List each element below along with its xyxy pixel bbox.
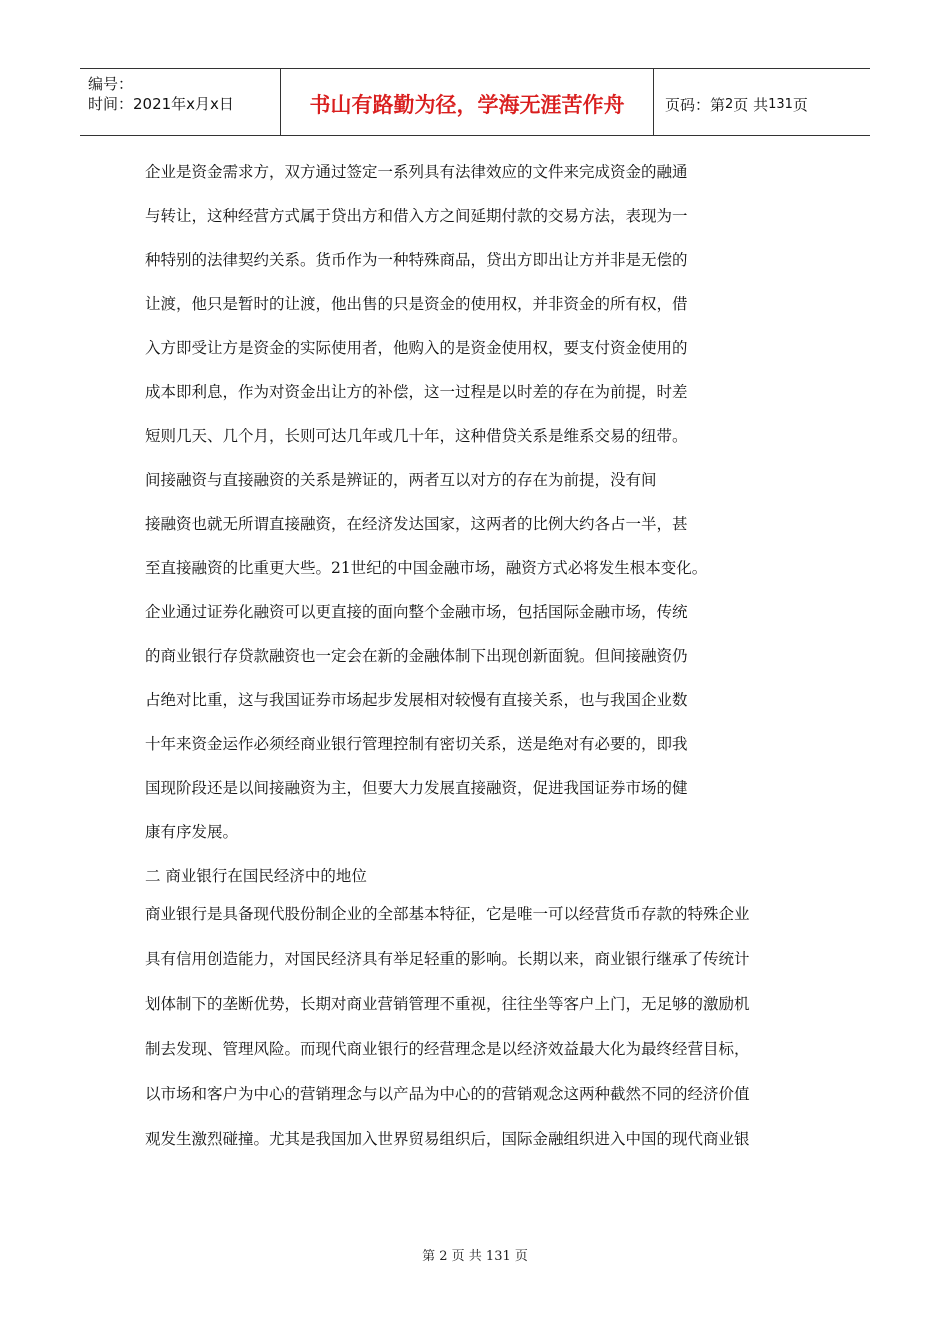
page-middle: 页 共 xyxy=(733,95,769,114)
page-header xyxy=(80,68,870,136)
text-line: 的商业银行存贷款融资也一定会在新的金融体制下出现创新面貌。但间接融资仍 xyxy=(145,647,688,665)
page-current: 2 xyxy=(725,96,734,112)
page-prefix: 页码：第 xyxy=(665,95,726,114)
page-total: 131 xyxy=(768,96,793,112)
text-line: 入方即受让方是资金的实际使用者，他购入的是资金使用权，要支付资金使用的 xyxy=(145,339,688,357)
text-line: 让渡，他只是暂时的让渡，他出售的只是资金的使用权，并非资金的所有权，借 xyxy=(145,295,688,313)
document-body xyxy=(145,152,825,1164)
text-line: 制去发现、管理风险。而现代商业银行的经营理念是以经济效益最大化为最终经营目标， xyxy=(145,1040,750,1058)
header-meta-cell xyxy=(80,69,281,135)
paragraph-block-2 xyxy=(145,894,825,1164)
text-line: 种特别的法律契约关系。货币作为一种特殊商品，贷出方即出让方并非是无偿的 xyxy=(145,251,688,269)
section-heading: 二 商业银行在国民经济中的地位 xyxy=(145,867,367,885)
text-line: 企业通过证券化融资可以更直接的面向整个金融市场，包括国际金融市场，传统 xyxy=(145,603,688,621)
text-line: 接融资也就无所谓直接融资，在经济发达国家，这两者的比例大约各占一半，甚 xyxy=(145,515,688,533)
motto-text: 书山有路勤为径，学海无涯苦作舟 xyxy=(309,93,625,117)
text-line: 至直接融资的比重更大些。21世纪的中国金融市场，融资方式必将发生根本变化。 xyxy=(145,559,708,577)
text-line: 具有信用创造能力，对国民经济具有举足轻重的影响。长期以来，商业银行继承了传统计 xyxy=(145,950,750,968)
text-line: 商业银行是具备现代股份制企业的全部基本特征，它是唯一可以经营货币存款的特殊企业 xyxy=(145,905,750,923)
text-line: 康有序发展。 xyxy=(145,823,239,841)
text-line: 占绝对比重，这与我国证券市场起步发展相对较慢有直接关系，也与我国企业数 xyxy=(145,691,688,709)
text-line: 国现阶段还是以间接融资为主，但要大力发展直接融资，促进我国证券市场的健 xyxy=(145,779,688,797)
text-line: 企业是资金需求方，双方通过签定一系列具有法律效应的文件来完成资金的融通 xyxy=(145,163,688,181)
text-line: 十年来资金运作必须经商业银行管理控制有密切关系，送是绝对有必要的，即我 xyxy=(145,735,688,753)
page-footer: 第 2 页 共 131 页 xyxy=(422,1249,528,1264)
header-motto-cell xyxy=(281,69,654,135)
text-line: 成本即利息，作为对资金出让方的补偿，这一过程是以时差的存在为前提，时差 xyxy=(145,383,688,401)
text-line: 以市场和客户为中心的营销理念与以产品为中心的的营销观念这两种截然不同的经济价值 xyxy=(145,1085,750,1103)
paragraph-block-1 xyxy=(145,152,825,856)
text-line: 短则几天、几个月，长则可达几年或几十年，这种借贷关系是维系交易的纽带。 xyxy=(145,427,688,445)
number-label: 编号： xyxy=(88,75,134,93)
page-suffix: 页 xyxy=(792,95,808,114)
text-line: 划体制下的垄断优势，长期对商业营销管理不重视，往往坐等客户上门，无足够的激励机 xyxy=(145,995,750,1013)
text-line: 间接融资与直接融资的关系是辨证的，两者互以对方的存在为前提，没有间 xyxy=(145,471,657,489)
text-line: 与转让，这种经营方式属于贷出方和借入方之间延期付款的交易方法，表现为一 xyxy=(145,207,688,225)
text-line: 观发生激烈碰撞。尤其是我国加入世界贸易组织后，国际金融组织进入中国的现代商业银 xyxy=(145,1130,750,1148)
header-page-cell xyxy=(654,69,870,135)
time-label: 时间：2021年x月x日 xyxy=(88,95,234,113)
